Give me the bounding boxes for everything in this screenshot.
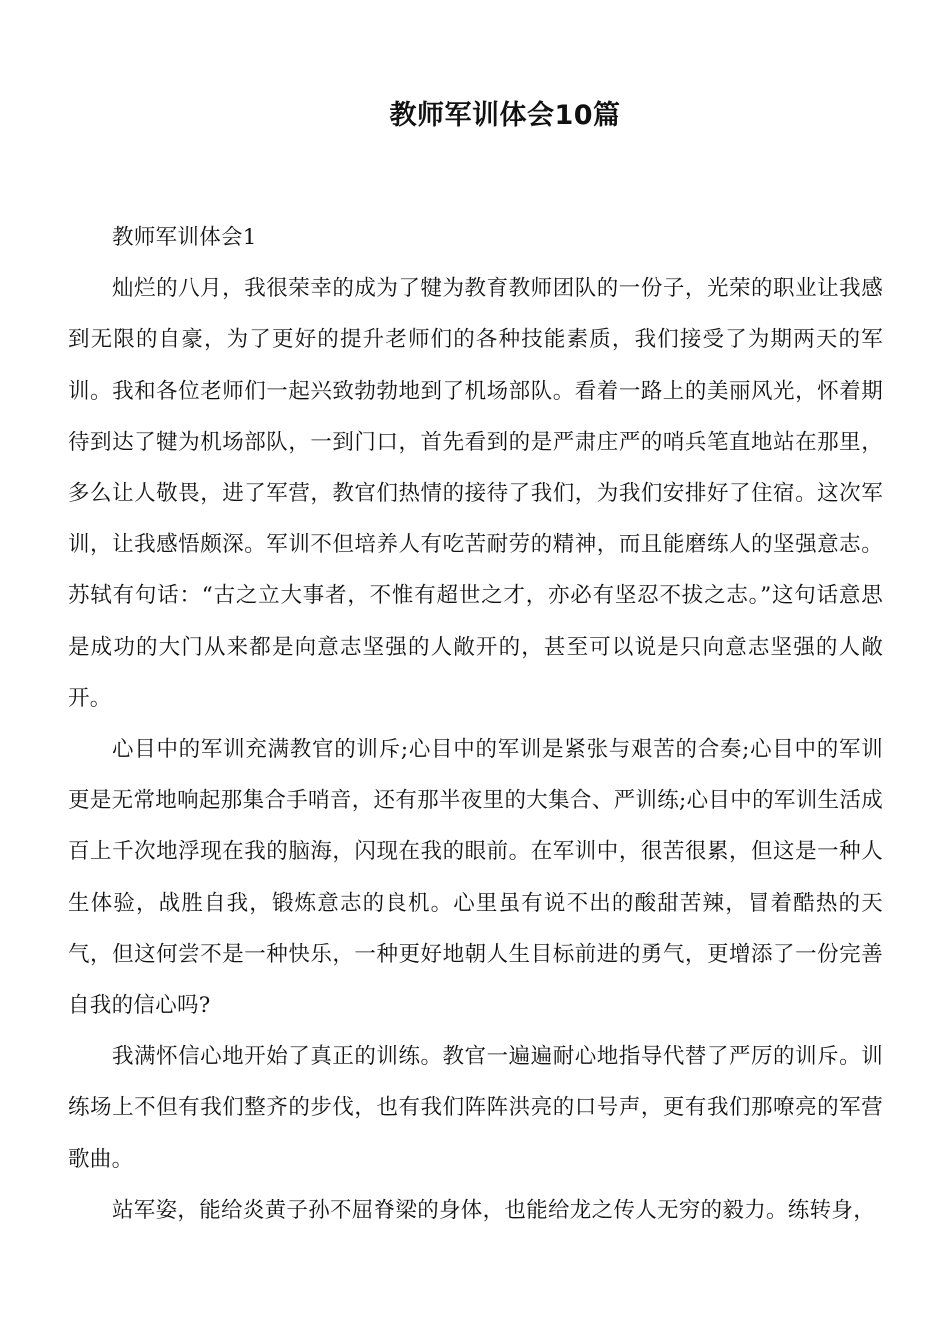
document-body xyxy=(68,212,883,1236)
paragraph: 灿烂的八月，我很荣幸的成为了犍为教育教师团队的一份子，光荣的职业让我感到无限的自豪，为了更好的提升老师们的各种技能素质，我们接受了为期两天的军训。我和各位老师们一起兴致勃勃地到了机场部队。看着一路上的美丽风光，怀着期待到达了犍为机场部队，一到门口，首先看到的是严肃庄严的哨兵笔直地站在那里，多么让人敬畏，进了军营，教官们热情的接待了我们，为我们安排好了住宿。这次军训，让我感悟颇深。军训不但培养人有吃苦耐劳的精神，而且能磨练人的坚强意志。苏轼有句话：“古之立大事者，不惟有超世之才，亦必有坚忍不拔之志。”这句话意思是成功的大门从来都是向意志坚强的人敞开的，甚至可以说是只向意志坚强的人敞开。 xyxy=(68,276,883,711)
paragraph: 心目中的军训充满教官的训斥;心目中的军训是紧张与艰苦的合奏;心目中的军训更是无常地响起那集合手哨音，还有那半夜里的大集合、严训练;心目中的军训生活成百上千次地浮现在我的脑海，闪现在我的眼前。在军训中，很苦很累，但这是一种人生体验，战胜自我，锻炼意志的良机。心里虽有说不出的酸甜苦辣，冒着酷热的天气，但这何尝不是一种快乐，一种更好地朝人生目标前进的勇气，更增添了一份完善自我的信心吗? xyxy=(68,737,883,1019)
section-heading: 教师军训体会1 xyxy=(112,225,257,250)
paragraph: 我满怀信心地开始了真正的训练。教官一遍遍耐心地指导代替了严厉的训斥。训练场上不但有我们整齐的步伐，也有我们阵阵洪亮的口号声，更有我们那嘹亮的军营歌曲。 xyxy=(68,1044,883,1172)
document-title: 教师军训体会10篇 xyxy=(389,100,621,131)
paragraph: 站军姿，能给炎黄子孙不屈脊梁的身体，也能给龙之传人无穷的毅力。练转身， xyxy=(112,1197,876,1223)
